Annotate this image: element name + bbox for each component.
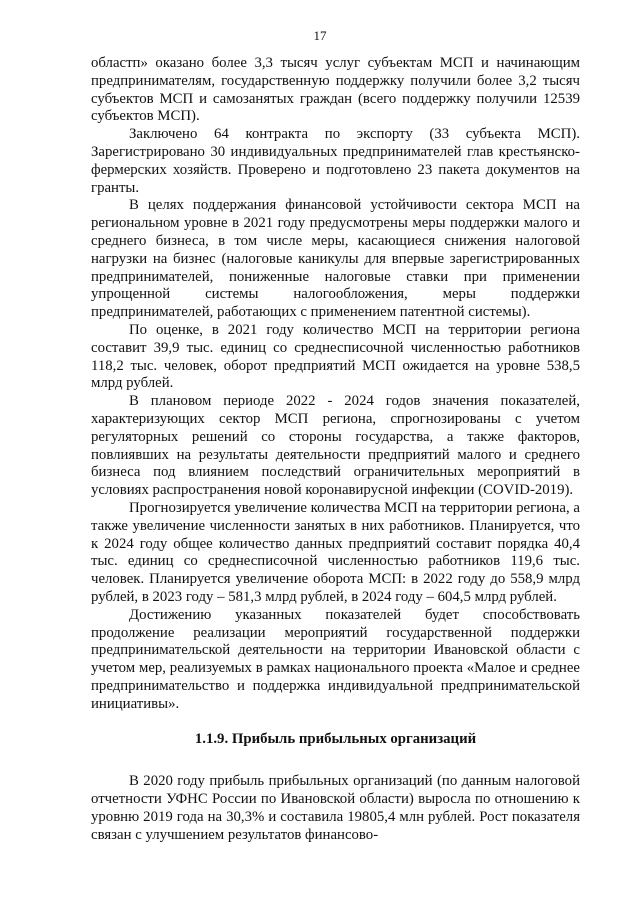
paragraph-achievement: Достижению указанных показателей будет способствовать продолжение реализации мероприятий государственной поддержки предпринимательской деятельности на территории Ивановской области с учетом мер, реализуемых в рамках национального проекта «Малое и среднее предпринимательство и поддержка индивидуальной предпринимательской инициативы». <box>91 606 580 712</box>
document-body <box>91 55 580 845</box>
paragraph-planning-period: В плановом периоде 2022 - 2024 годов значения показателей, характеризующих сектор МСП региона, спрогнозированы с учетом регуляторных решений со стороны государства, а также факторов, повлиявших на результаты деятельности предприятий малого и среднего бизнеса под влиянием последствий ограничительных мероприятий в условиях распространения новой коронавирусной инфекции (COVID-2019). <box>91 393 580 499</box>
paragraph-profit: В 2020 году прибыль прибыльных организаций (по данным налоговой отчетности УФНС России по Ивановской области) выросла по отношению к уровню 2019 года на 30,3% и составила 19805,4 млн рублей. Рост показателя связан с улучшением результатов финансово- <box>91 773 580 843</box>
paragraph-continuation: областп» оказано более 3,3 тысяч услуг субъектам МСП и начинающим предпринимателям, государственную поддержку получили более 3,2 тысяч субъектов МСП и самозанятых граждан (всего поддержку получили 12539 субъектов МСП). <box>91 55 580 125</box>
paragraph-export-contracts: Заключено 64 контракта по экспорту (33 субъекта МСП). Зарегистрировано 30 индивидуальных предпринимателей глав крестьянско-фермерских хозяйств. Проверено и подготовлено 23 пакета документов на гранты. <box>91 126 580 196</box>
paragraph-2021-estimate: По оценке, в 2021 году количество МСП на территории региона составит 39,9 тыс. единиц со среднесписочной численностью работников 118,2 тыс. человек, оборот предприятий МСП ожидается на уровне 538,5 млрд рублей. <box>91 321 580 392</box>
page-number: 17 <box>313 28 327 43</box>
paragraph-support-measures: В целях поддержания финансовой устойчивости сектора МСП на региональном уровне в 2021 году предусмотрены меры поддержки малого и среднего бизнеса, в том числе меры, касающиеся снижения налоговой нагрузки на бизнес (налоговые каникулы для впервые зарегистрированных предпринимателей, пониженные налоговые ставки при применении упрощенной системы налогообложения, меры поддержки предпринимателей, работающих с применением патентной системы). <box>91 197 580 321</box>
section-heading: 1.1.9. Прибыль прибыльных организаций <box>194 731 477 748</box>
paragraph-forecast: Прогнозируется увеличение количества МСП на территории региона, а также увеличение численности занятых в них работников. Планируется, что к 2024 году общее количество данных предприятий составит порядка 40,4 тыс. единиц со среднесписочной численностью работников 119,6 тыс. человек. Планируется увеличение оборота МСП: в 2022 году до 558,9 млрд рублей, в 2023 году – 581,3 млрд рублей, в 2024 году – 604,5 млрд рублей. <box>91 499 580 605</box>
